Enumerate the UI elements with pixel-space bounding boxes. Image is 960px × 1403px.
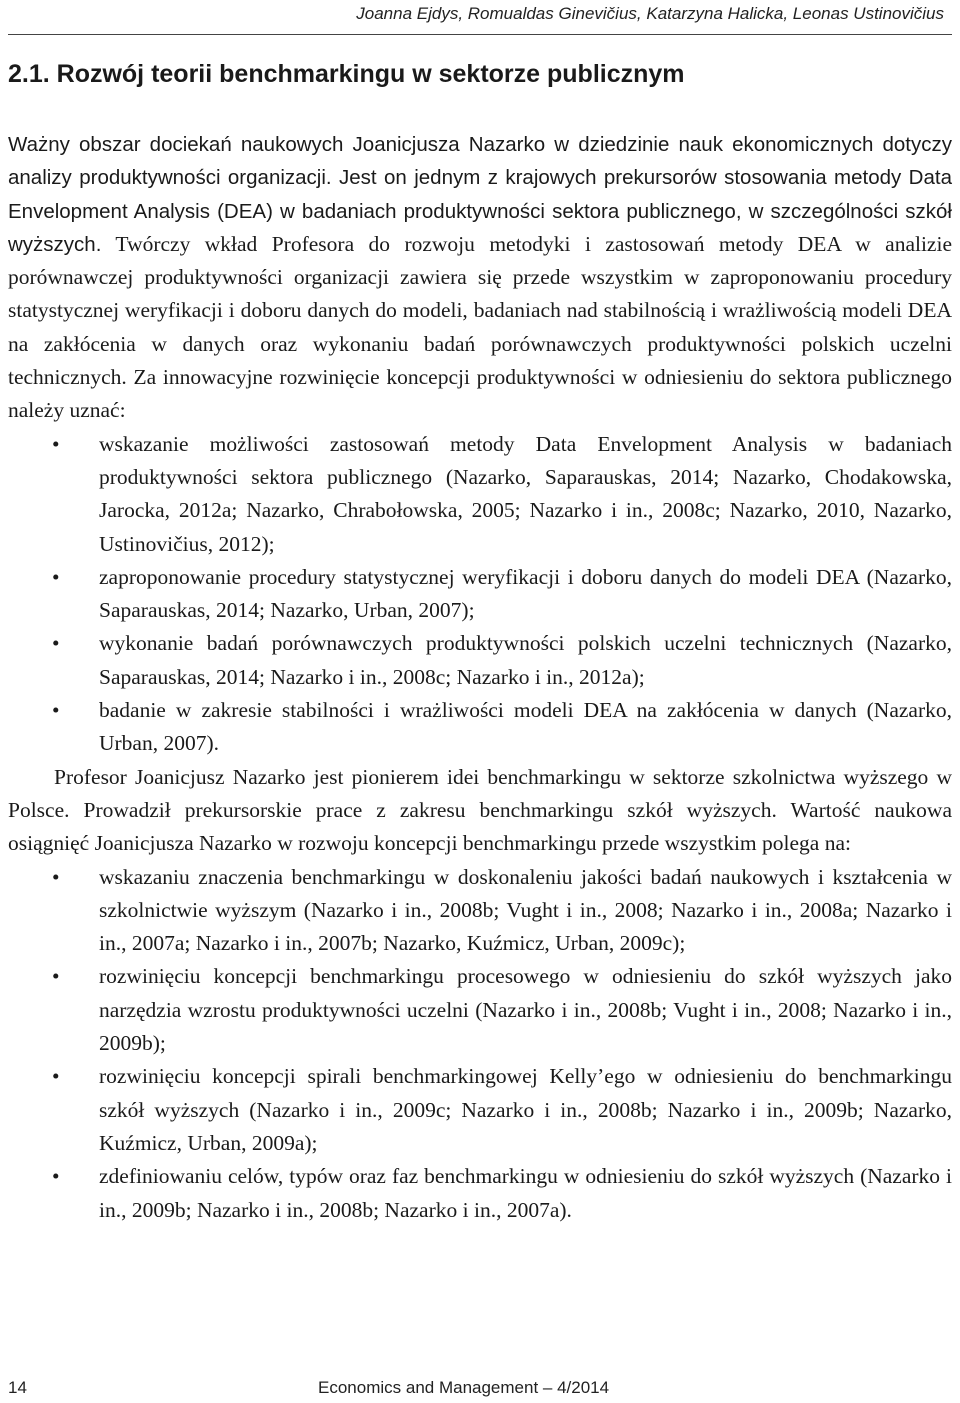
section-heading: 2.1. Rozwój teorii benchmarkingu w sektorze publicznym xyxy=(8,60,685,88)
paragraph-intro xyxy=(8,128,952,428)
document-page xyxy=(8,0,952,1403)
benchmarking-list xyxy=(8,861,952,1227)
list-item-text: wskazanie możliwości zastosowań metody Data Envelopment Analysis w badaniach produktywności sektora publicznego (Nazarko, Saparauskas, 2014; Nazarko, Chodakowska, Jarocka, 2012a; Nazarko, Chrabołowska, 2005; Nazarko i in., 2008c; Nazarko, 2010, Nazarko, Ustinovičius, 2012); xyxy=(99,431,952,556)
list-item-text: badanie w zakresie stabilności i wrażliwości modeli DEA na zakłócenia w danych (Nazarko, Urban, 2007). xyxy=(99,698,952,756)
paragraph-intro-serif: Twórczy wkład Profesora do rozwoju metodyki i zastosowań metody DEA w analizie porównawczej produktywności organizacji zawiera się przede wszystkim w zaproponowaniu procedury statystycznej weryfikacji i doboru danych do modeli, badaniach nad stabilnością i wrażliwością modeli DEA na zakłócenia w danych oraz wykonaniu badań porównawczych produktywności polskich uczelni technicznych. Za innowacyjne rozwinięcie koncepcji produktywności w odniesieniu do sektora publicznego należy uznać: xyxy=(8,231,952,423)
paragraph-intro-sans: Ważny obszar dociekań naukowych Joanicjusza Nazarko w dziedzinie nauk ekonomicznych dotyczy analizy produktywności organizacji. Jest on jednym z krajowych prekursorów stosowania metody Data Envelopment Analysis (DEA) w badaniach produktywności sektora publicznego, w szczególności szkół wyższych. xyxy=(8,133,952,256)
list-item xyxy=(8,694,952,761)
header-rule xyxy=(8,34,952,35)
paragraph-benchmarking: Profesor Joanicjusz Nazarko jest pionierem idei benchmarkingu w sektorze szkolnictwa wyższego w Polsce. Prowadził prekursorskie prace z zakresu benchmarkingu szkół wyższych. Wartość naukowa osiągnięć Joanicjusza Nazarko w rozwoju koncepcji benchmarkingu przede wszystkim polega na: xyxy=(8,764,952,856)
bullet-icon: • xyxy=(52,864,60,889)
bullet-icon: • xyxy=(52,698,60,723)
bullet-icon: • xyxy=(52,564,60,589)
list-item-text: rozwinięciu koncepcji benchmarkingu procesowego w odniesieniu do szkół wyższych jako narzędzia wzrostu produktywności uczelni (Nazarko i in., 2008b; Vught i in., 2008; Nazarko i in., 2009b); xyxy=(99,964,952,1056)
list-item xyxy=(8,1160,952,1227)
bullet-icon: • xyxy=(52,1064,60,1089)
list-item xyxy=(8,861,952,961)
list-item-text: zaproponowanie procedury statystycznej weryfikacji i doboru danych do modeli DEA (Nazarko, Saparauskas, 2014; Nazarko, Urban, 2007); xyxy=(99,564,952,623)
journal-name: Economics and Management – 4/2014 xyxy=(318,1378,610,1397)
list-item xyxy=(8,960,952,1060)
bullet-icon: • xyxy=(52,631,60,656)
running-header: Joanna Ejdys, Romualdas Ginevičius, Katarzyna Halicka, Leonas Ustinovičius xyxy=(356,4,944,23)
list-item-text: rozwinięciu koncepcji spirali benchmarkingowej Kelly’ego w odniesieniu do benchmarkingu szkół wyższych (Nazarko i in., 2009c; Nazarko i in., 2008b; Nazarko i in., 2009b; Nazarko, Kuźmicz, Urban, 2009a); xyxy=(99,1064,952,1155)
body-text xyxy=(8,128,952,1227)
contributions-list xyxy=(8,428,952,761)
list-item xyxy=(8,627,952,694)
page-number: 14 xyxy=(8,1378,27,1397)
list-item xyxy=(8,1060,952,1160)
list-item-text: zdefiniowaniu celów, typów oraz faz benchmarkingu w odniesieniu do szkół wyższych (Nazarko i in., 2009b; Nazarko i in., 2008b; Nazarko i in., 2007a). xyxy=(99,1164,952,1222)
list-item xyxy=(8,561,952,628)
list-item xyxy=(8,428,952,561)
list-item-text: wskazaniu znaczenia benchmarkingu w doskonaleniu jakości badań naukowych i kształcenia w szkolnictwie wyższym (Nazarko i in., 2008b; Vught i in., 2008; Nazarko i in., 2008a; Nazarko i in., 2007a; Nazarko i in., 2007b; Nazarko, Kuźmicz, Urban, 2009c); xyxy=(99,864,952,956)
bullet-icon: • xyxy=(52,431,60,456)
bullet-icon: • xyxy=(52,964,60,989)
bullet-icon: • xyxy=(52,1164,60,1189)
list-item-text: wykonanie badań porównawczych produktywności polskich uczelni technicznych (Nazarko, Saparauskas, 2014; Nazarko i in., 2008c; Nazarko i in., 2012a); xyxy=(99,631,952,689)
